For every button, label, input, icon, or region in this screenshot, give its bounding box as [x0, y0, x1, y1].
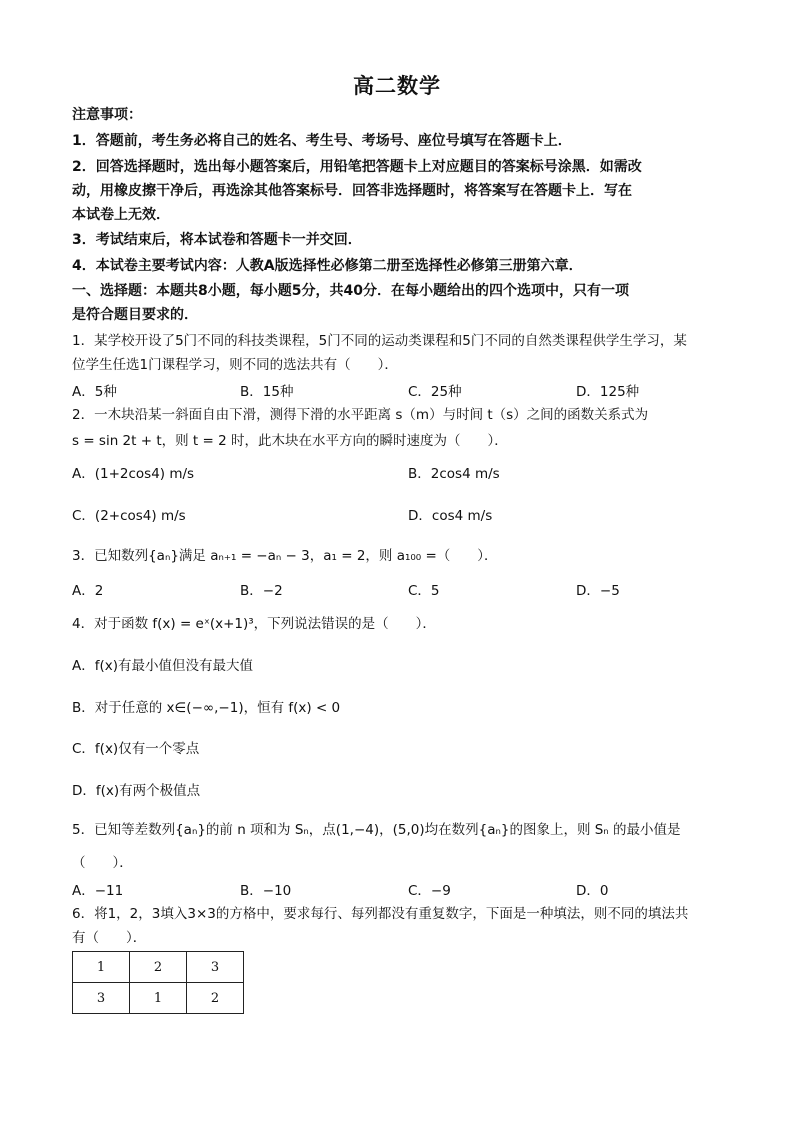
- notice-item: 动，用橡皮擦干净后，再选涂其他答案标号．回答非选择题时，将答案写在答题卡上．写在: [72, 183, 632, 199]
- notice-heading: 注意事项：: [72, 107, 142, 123]
- question-1-text: 1．某学校开设了5门不同的科技类课程，5门不同的运动类课程和5门不同的自然类课程供学生学习，某: [72, 333, 687, 349]
- question-3-option-d: D．−5: [576, 583, 620, 599]
- question-5-text: 5．已知等差数列{aₙ}的前 n 项和为 Sₙ，点(1,−4)，(5,0)均在数列{aₙ}的图象上，则 Sₙ 的最小值是: [72, 822, 681, 838]
- question-4-option-b: B．对于任意的 x∈(−∞,−1)，恒有 f(x) < 0: [72, 700, 341, 716]
- question-2-option-d: D．cos4 m/s: [408, 508, 493, 524]
- question-4-option-d: D．f(x)有两个极值点: [72, 783, 201, 799]
- question-4-text: 4．对于函数 f(x) = eˣ(x+1)³，下列说法错误的是（ ）．: [72, 616, 436, 632]
- notice-item: 2．回答选择题时，选出每小题答案后，用铅笔把答题卡上对应题目的答案标号涂黑．如需改: [72, 159, 642, 175]
- question-5-option-a: A．−11: [72, 883, 124, 899]
- notice-item: 本试卷上无效．: [72, 207, 170, 223]
- question-2-option-b: B．2cos4 m/s: [408, 466, 500, 482]
- table-cell: 3: [73, 983, 130, 1014]
- question-3-option-b: B．−2: [240, 583, 283, 599]
- question-1-text: 位学生任选1门课程学习，则不同的选法共有（ ）．: [72, 357, 398, 373]
- notice-item: 1．答题前，考生务必将自己的姓名、考生号、考场号、座位号填写在答题卡上．: [72, 133, 572, 149]
- table-row: [73, 952, 244, 983]
- table-cell: 3: [187, 952, 244, 983]
- question-4-option-a: A．f(x)有最小值但没有最大值: [72, 658, 254, 674]
- table-cell: 2: [130, 952, 187, 983]
- question-2-option-c: C．(2+cos4) m/s: [72, 508, 186, 524]
- question-5-text: （ ）．: [72, 855, 133, 871]
- question-1-option-d: D．125种: [576, 384, 640, 400]
- question-6-text: 6．将1，2，3填入3×3的方格中，要求每行、每列都没有重复数字，下面是一种填法，则不同的填法共: [72, 906, 689, 922]
- table-cell: 1: [73, 952, 130, 983]
- table-cell: 2: [187, 983, 244, 1014]
- question-4-option-c: C．f(x)仅有一个零点: [72, 741, 200, 757]
- question-3-option-a: A．2: [72, 583, 104, 599]
- question-1-option-a: A．5种: [72, 384, 117, 400]
- question-1-option-c: C．25种: [408, 384, 462, 400]
- question-6-text: 有（ ）．: [72, 930, 147, 946]
- question-5-option-d: D．0: [576, 883, 609, 899]
- question-3-text: 3．已知数列{aₙ}满足 aₙ₊₁ = −aₙ − 3，a₁ = 2，则 a₁₀₀ =（ ）．: [72, 548, 498, 564]
- section-heading-cont: 是符合题目要求的．: [72, 307, 198, 323]
- notice-item: 4．本试卷主要考试内容：人教A版选择性必修第二册至选择性必修第三册第六章．: [72, 258, 583, 274]
- question-5-option-b: B．−10: [240, 883, 292, 899]
- question-1-option-b: B．15种: [240, 384, 294, 400]
- question-3-option-c: C．5: [408, 583, 440, 599]
- question-2-option-a: A．(1+2cos4) m/s: [72, 466, 195, 482]
- table-row: [73, 983, 244, 1014]
- page-title: 高二数学: [353, 74, 441, 98]
- table-cell: 1: [130, 983, 187, 1014]
- fill-grid-table: [72, 951, 244, 1014]
- question-2-text: 2．一木块沿某一斜面自由下滑，测得下滑的水平距离 s（m）与时间 t（s）之间的函数关系式为: [72, 407, 649, 423]
- section-heading: 一、选择题：本题共8小题，每小题5分，共40分．在每小题给出的四个选项中，只有一项: [72, 283, 629, 299]
- question-5-option-c: C．−9: [408, 883, 451, 899]
- notice-item: 3．考试结束后，将本试卷和答题卡一并交回．: [72, 232, 362, 248]
- question-2-text: s = sin 2t + t，则 t = 2 时，此木块在水平方向的瞬时速度为（ ）．: [72, 433, 508, 449]
